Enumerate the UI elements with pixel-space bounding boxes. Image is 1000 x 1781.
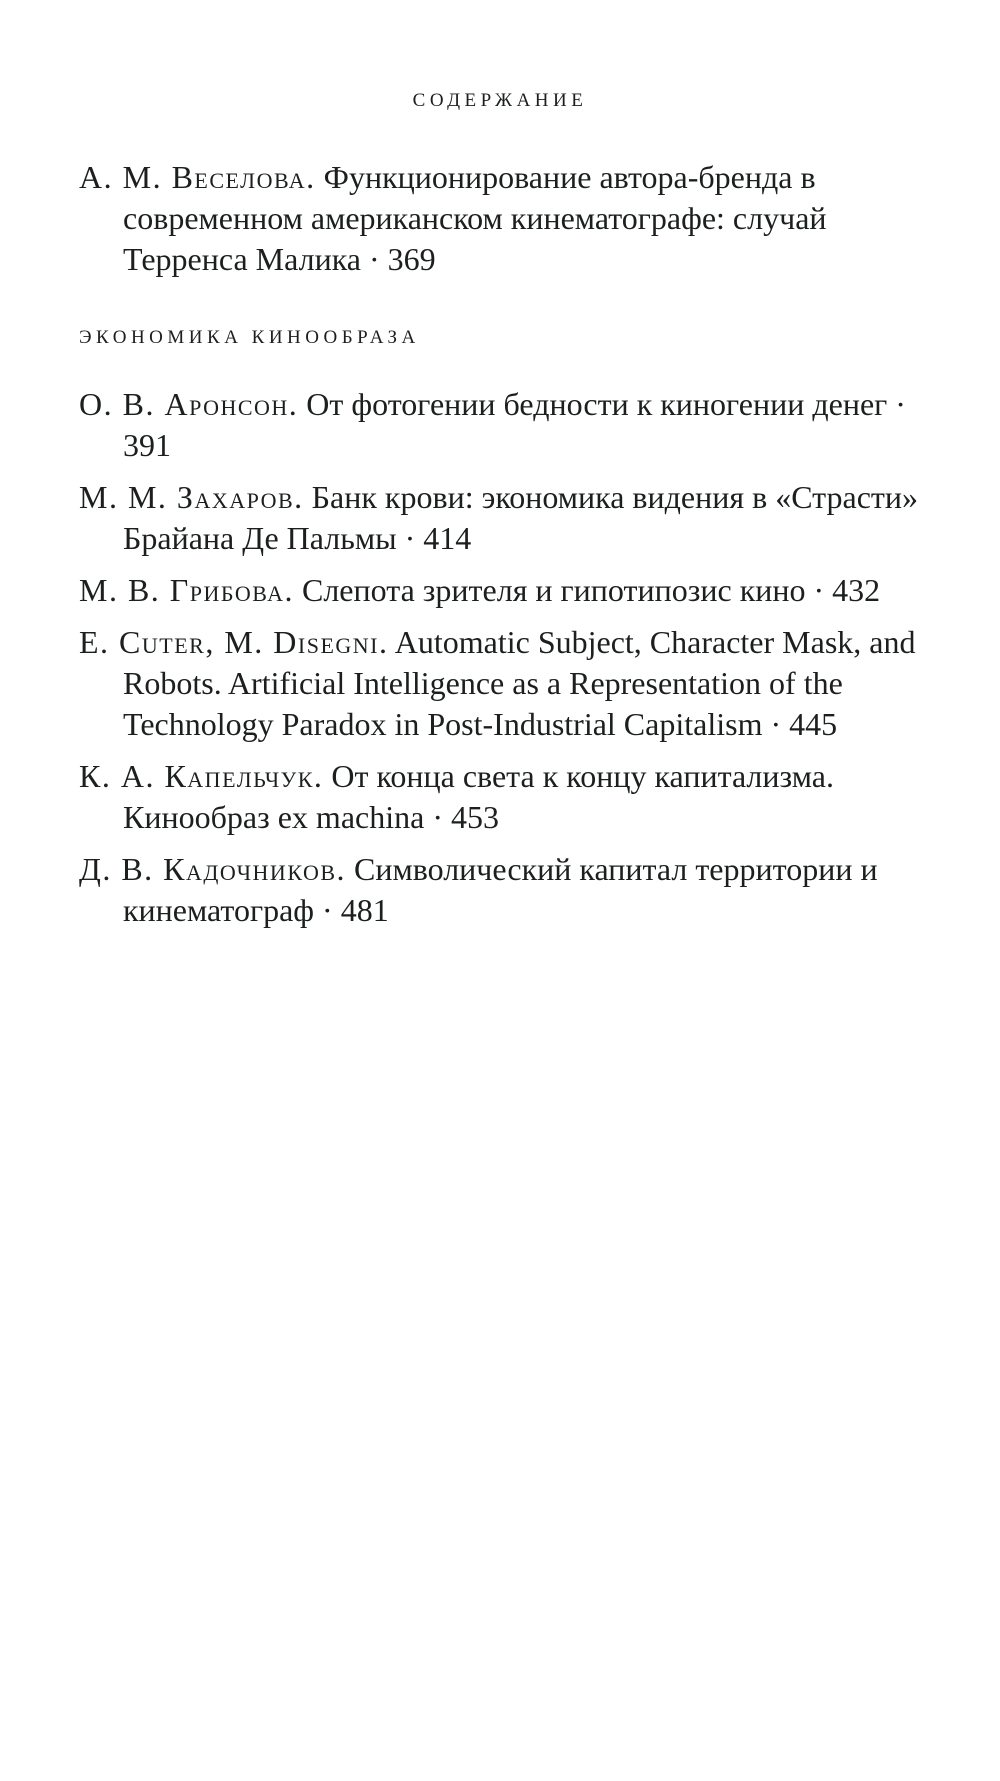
entry-page: 445 [789, 706, 838, 742]
toc-entry-veselova [79, 157, 959, 280]
entry-author: М. М. Захаров. [79, 479, 304, 515]
entry-title: От конца света к концу капитализма. Кинообраз ex machina [123, 758, 834, 835]
entry-page: 481 [340, 892, 389, 928]
entry-page: 453 [450, 799, 499, 835]
entry-page: 369 [387, 241, 436, 277]
toc-entry: E. Cuter, M. Disegni. Automatic Subject, Character Mask, and Robots. Artificial Intelligence as a Representation of the Technology Paradox in Post-Industrial Capitalism · 445 [79, 624, 916, 742]
entry-title: Automatic Subject, Character Mask, and Robots. Artificial Intelligence as a Representation of the Technology Paradox in Post-Industrial Capitalism [123, 624, 916, 742]
running-head: СОДЕРЖАНИЕ [412, 90, 588, 111]
entry-author: А. М. Веселова. [79, 159, 316, 195]
entry-author: Д. В. Кадочников. [79, 851, 347, 887]
toc-entry: Д. В. Кадочников. Символический капитал территории и кинематограф · 481 [79, 851, 878, 928]
entry-title: Банк крови: экономика видения в «Страсти» Брайана Де Пальмы [123, 479, 919, 556]
entry-title: От фотогении бедности к киногении денег [306, 386, 888, 422]
entry-author: E. Cuter, M. Disegni. [79, 624, 389, 660]
toc-entry: М. В. Грибова. Слепота зрителя и гипотипозис кино · 432 [79, 572, 881, 608]
entry-page: 391 [123, 427, 171, 463]
entry-author: О. В. Аронсон. [79, 386, 299, 422]
entry-page: 414 [423, 520, 472, 556]
toc-list [79, 384, 959, 942]
entry-title: Символический капитал территории и кинематограф [123, 851, 878, 928]
entry-author: М. В. Грибова. [79, 572, 294, 608]
entry-title: Функционирование автора-бренда в современном американском кинематографе: случай Терренса Малика [123, 159, 827, 277]
toc-entry: М. М. Захаров. Банк крови: экономика видения в «Страсти» Брайана Де Пальмы · 414 [79, 479, 919, 556]
toc-entry: К. А. Капельчук. От конца света к концу капитализма. Кинообраз ex machina · 453 [79, 758, 834, 835]
entry-author: К. А. Капельчук. [79, 758, 324, 794]
toc-entry: А. М. Веселова. Функционирование автора-бренда в современном американском кинематографе: случай Терренса Малика · 369 [79, 159, 827, 277]
entry-title: Слепота зрителя и гипотипозис кино [301, 572, 806, 608]
toc-entry: О. В. Аронсон. От фотогении бедности к киногении денег · 391 [79, 386, 906, 463]
section-title: ЭКОНОМИКА КИНООБРАЗА [79, 327, 420, 348]
entry-page: 432 [832, 572, 881, 608]
